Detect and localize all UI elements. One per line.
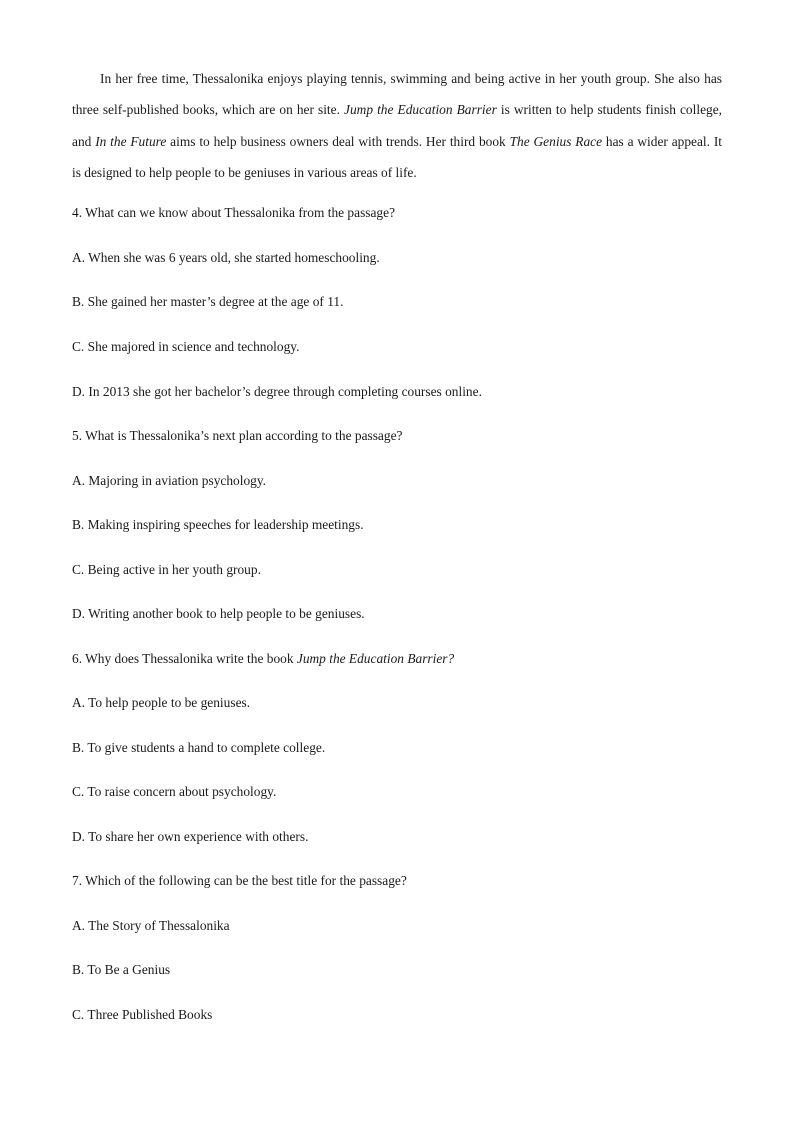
- question-6-option-b: B. To give students a hand to complete college.: [72, 740, 326, 755]
- question-4-option-b: B. She gained her master’s degree at the age of 11.: [72, 294, 344, 309]
- question-6-option-d: D. To share her own experience with others.: [72, 829, 309, 844]
- question-6-option-c: C. To raise concern about psychology.: [72, 784, 277, 799]
- question-4-option-a: A. When she was 6 years old, she started homeschooling.: [72, 250, 380, 265]
- question-7-option-c: C. Three Published Books: [72, 1007, 213, 1022]
- question-4-stem: 4. What can we know about Thessalonika from the passage?: [72, 205, 396, 220]
- passage-text-1: In her free time, Thessalonika enjoys playing tennis, swimming and being active in her youth group. She also has three self-published books, which are on her site.: [72, 71, 722, 118]
- question-5-option-b: B. Making inspiring speeches for leadership meetings.: [72, 517, 364, 532]
- passage-paragraph: [72, 63, 722, 188]
- passage-text-2: is written to help students finish college, and: [72, 102, 723, 149]
- book-title-in-the-future: In the Future: [95, 133, 167, 149]
- question-7-option-b: B. To Be a Genius: [72, 962, 171, 977]
- question-6-stem: [72, 649, 454, 669]
- question-5-option-a: A. Majoring in aviation psychology.: [72, 473, 267, 488]
- question-5-stem: 5. What is Thessalonika’s next plan according to the passage?: [72, 428, 403, 443]
- question-6-stem-text: 6. Why does Thessalonika write the book: [72, 651, 297, 666]
- question-5-option-d: D. Writing another book to help people to be geniuses.: [72, 606, 365, 621]
- question-6-book-title: Jump the Education Barrier?: [296, 651, 455, 666]
- question-7-option-a: A. The Story of Thessalonika: [72, 918, 230, 933]
- passage-text-4: has a wider appeal. It is designed to help people to be geniuses in various areas of life.: [72, 133, 722, 180]
- question-7-stem: 7. Which of the following can be the best title for the passage?: [72, 873, 407, 888]
- passage-text-3: aims to help business owners deal with trends. Her third book: [166, 133, 510, 149]
- question-5-option-c: C. Being active in her youth group.: [72, 562, 261, 577]
- question-4-option-c: C. She majored in science and technology.: [72, 339, 300, 354]
- book-title-the-genius-race: The Genius Race: [509, 133, 603, 149]
- book-title-jump-the-education-barrier: Jump the Education Barrier: [344, 102, 497, 118]
- question-6-option-a: A. To help people to be geniuses.: [72, 695, 251, 710]
- question-4-option-d: D. In 2013 she got her bachelor’s degree through completing courses online.: [72, 384, 482, 399]
